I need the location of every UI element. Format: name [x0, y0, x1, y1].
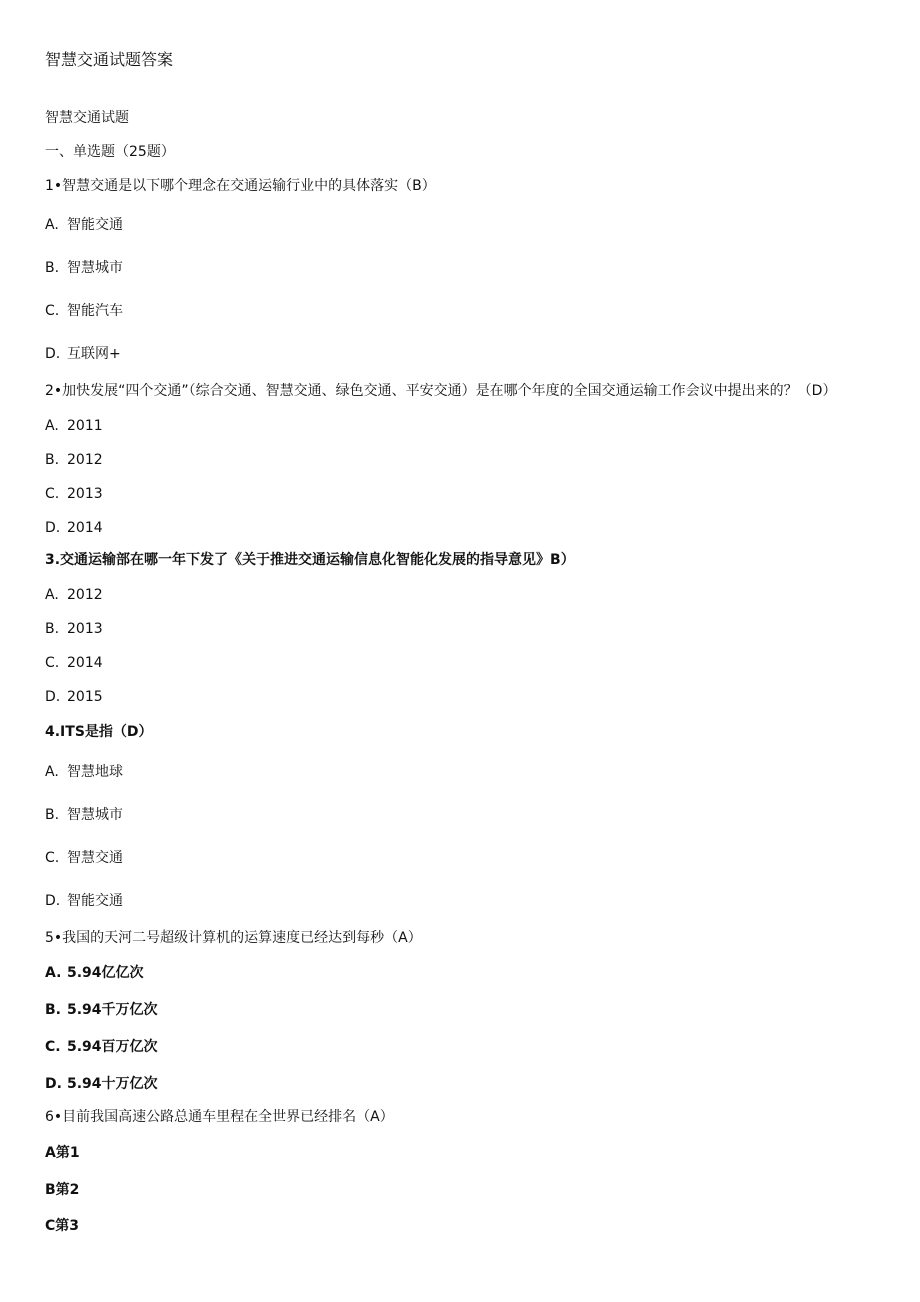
section-heading: 一、单选题（25题）: [45, 144, 175, 160]
option-letter: B.: [45, 621, 60, 637]
q2-option-d: [45, 519, 103, 537]
option-text: 5.94千万亿次: [67, 1002, 158, 1018]
option-letter: A.: [45, 764, 59, 780]
option-letter: B.: [45, 260, 60, 276]
question-3: 3.交通运输部在哪一年下发了《关于推进交通运输信息化智能化发展的指导意见》B）: [45, 552, 575, 568]
option-letter: D.: [45, 346, 61, 362]
option-letter: C.: [45, 655, 60, 671]
q5-option-b: [45, 1001, 158, 1019]
option-letter: D.: [45, 520, 61, 536]
question-1: 1•智慧交通是以下哪个理念在交通运输行业中的具体落实（B）: [45, 178, 436, 194]
option-text: 5.94亿亿次: [67, 965, 144, 981]
option-letter: A.: [45, 418, 59, 434]
option-letter: C.: [45, 850, 60, 866]
question-4: 4.ITS是指（D）: [45, 724, 153, 740]
option-letter: B.: [45, 1002, 61, 1018]
document-title: 智慧交通试题答案: [45, 50, 174, 69]
q1-option-d: [45, 345, 121, 363]
q1-option-c: [45, 302, 123, 320]
option-text: 2012: [67, 452, 103, 468]
option-letter: D.: [45, 893, 61, 909]
option-text: 5.94十万亿次: [67, 1076, 158, 1092]
option-letter: C.: [45, 303, 60, 319]
option-text: 2013: [67, 621, 103, 637]
option-letter: A.: [45, 965, 62, 981]
q2-option-a: [45, 417, 103, 435]
q4-option-c: [45, 849, 123, 867]
q6-option-a: A第1: [45, 1145, 80, 1161]
q2-option-c: [45, 485, 103, 503]
option-letter: B.: [45, 807, 60, 823]
option-text: 智能汽车: [67, 303, 123, 319]
option-text: 智能交通: [67, 893, 123, 909]
q1-option-b: [45, 259, 123, 277]
q2-option-b: [45, 451, 103, 469]
option-letter: C.: [45, 486, 60, 502]
q3-option-c: [45, 654, 103, 672]
option-letter: C.: [45, 1039, 61, 1055]
q3-option-d: [45, 688, 103, 706]
q5-option-a: [45, 964, 144, 982]
option-letter: D.: [45, 1076, 62, 1092]
option-text: 2012: [67, 587, 103, 603]
option-text: 智能交通: [67, 217, 123, 233]
option-letter: B.: [45, 452, 60, 468]
option-letter: D.: [45, 689, 61, 705]
option-text: 5.94百万亿次: [67, 1039, 158, 1055]
option-text: 智慧地球: [67, 764, 123, 780]
question-6: 6•目前我国高速公路总通车里程在全世界已经排名（A）: [45, 1109, 394, 1125]
option-text: 2011: [67, 418, 103, 434]
option-text: 智慧交通: [67, 850, 123, 866]
option-letter: A.: [45, 217, 59, 233]
q3-option-b: [45, 620, 103, 638]
question-2: 2•加快发展“四个交通”（综合交通、智慧交通、绿色交通、平安交通）是在哪个年度的全国交通运输工作会议中提出来的？（D）: [45, 383, 837, 399]
option-text: 2015: [67, 689, 103, 705]
option-text: 智慧城市: [67, 807, 123, 823]
option-text: 互联网+: [67, 346, 121, 362]
q6-option-b: B第2: [45, 1182, 80, 1198]
q1-option-a: [45, 216, 123, 234]
q5-option-d: [45, 1075, 158, 1093]
q6-option-c: C第3: [45, 1218, 80, 1234]
q3-option-a: [45, 586, 103, 604]
q4-option-a: [45, 763, 123, 781]
question-5: 5•我国的天河二号超级计算机的运算速度已经达到每秒（A）: [45, 930, 422, 946]
option-text: 2014: [67, 520, 103, 536]
option-text: 智慧城市: [67, 260, 123, 276]
q4-option-b: [45, 806, 123, 824]
subtitle: 智慧交通试题: [45, 110, 129, 126]
q4-option-d: [45, 892, 123, 910]
option-text: 2014: [67, 655, 103, 671]
q5-option-c: [45, 1038, 158, 1056]
option-letter: A.: [45, 587, 59, 603]
option-text: 2013: [67, 486, 103, 502]
